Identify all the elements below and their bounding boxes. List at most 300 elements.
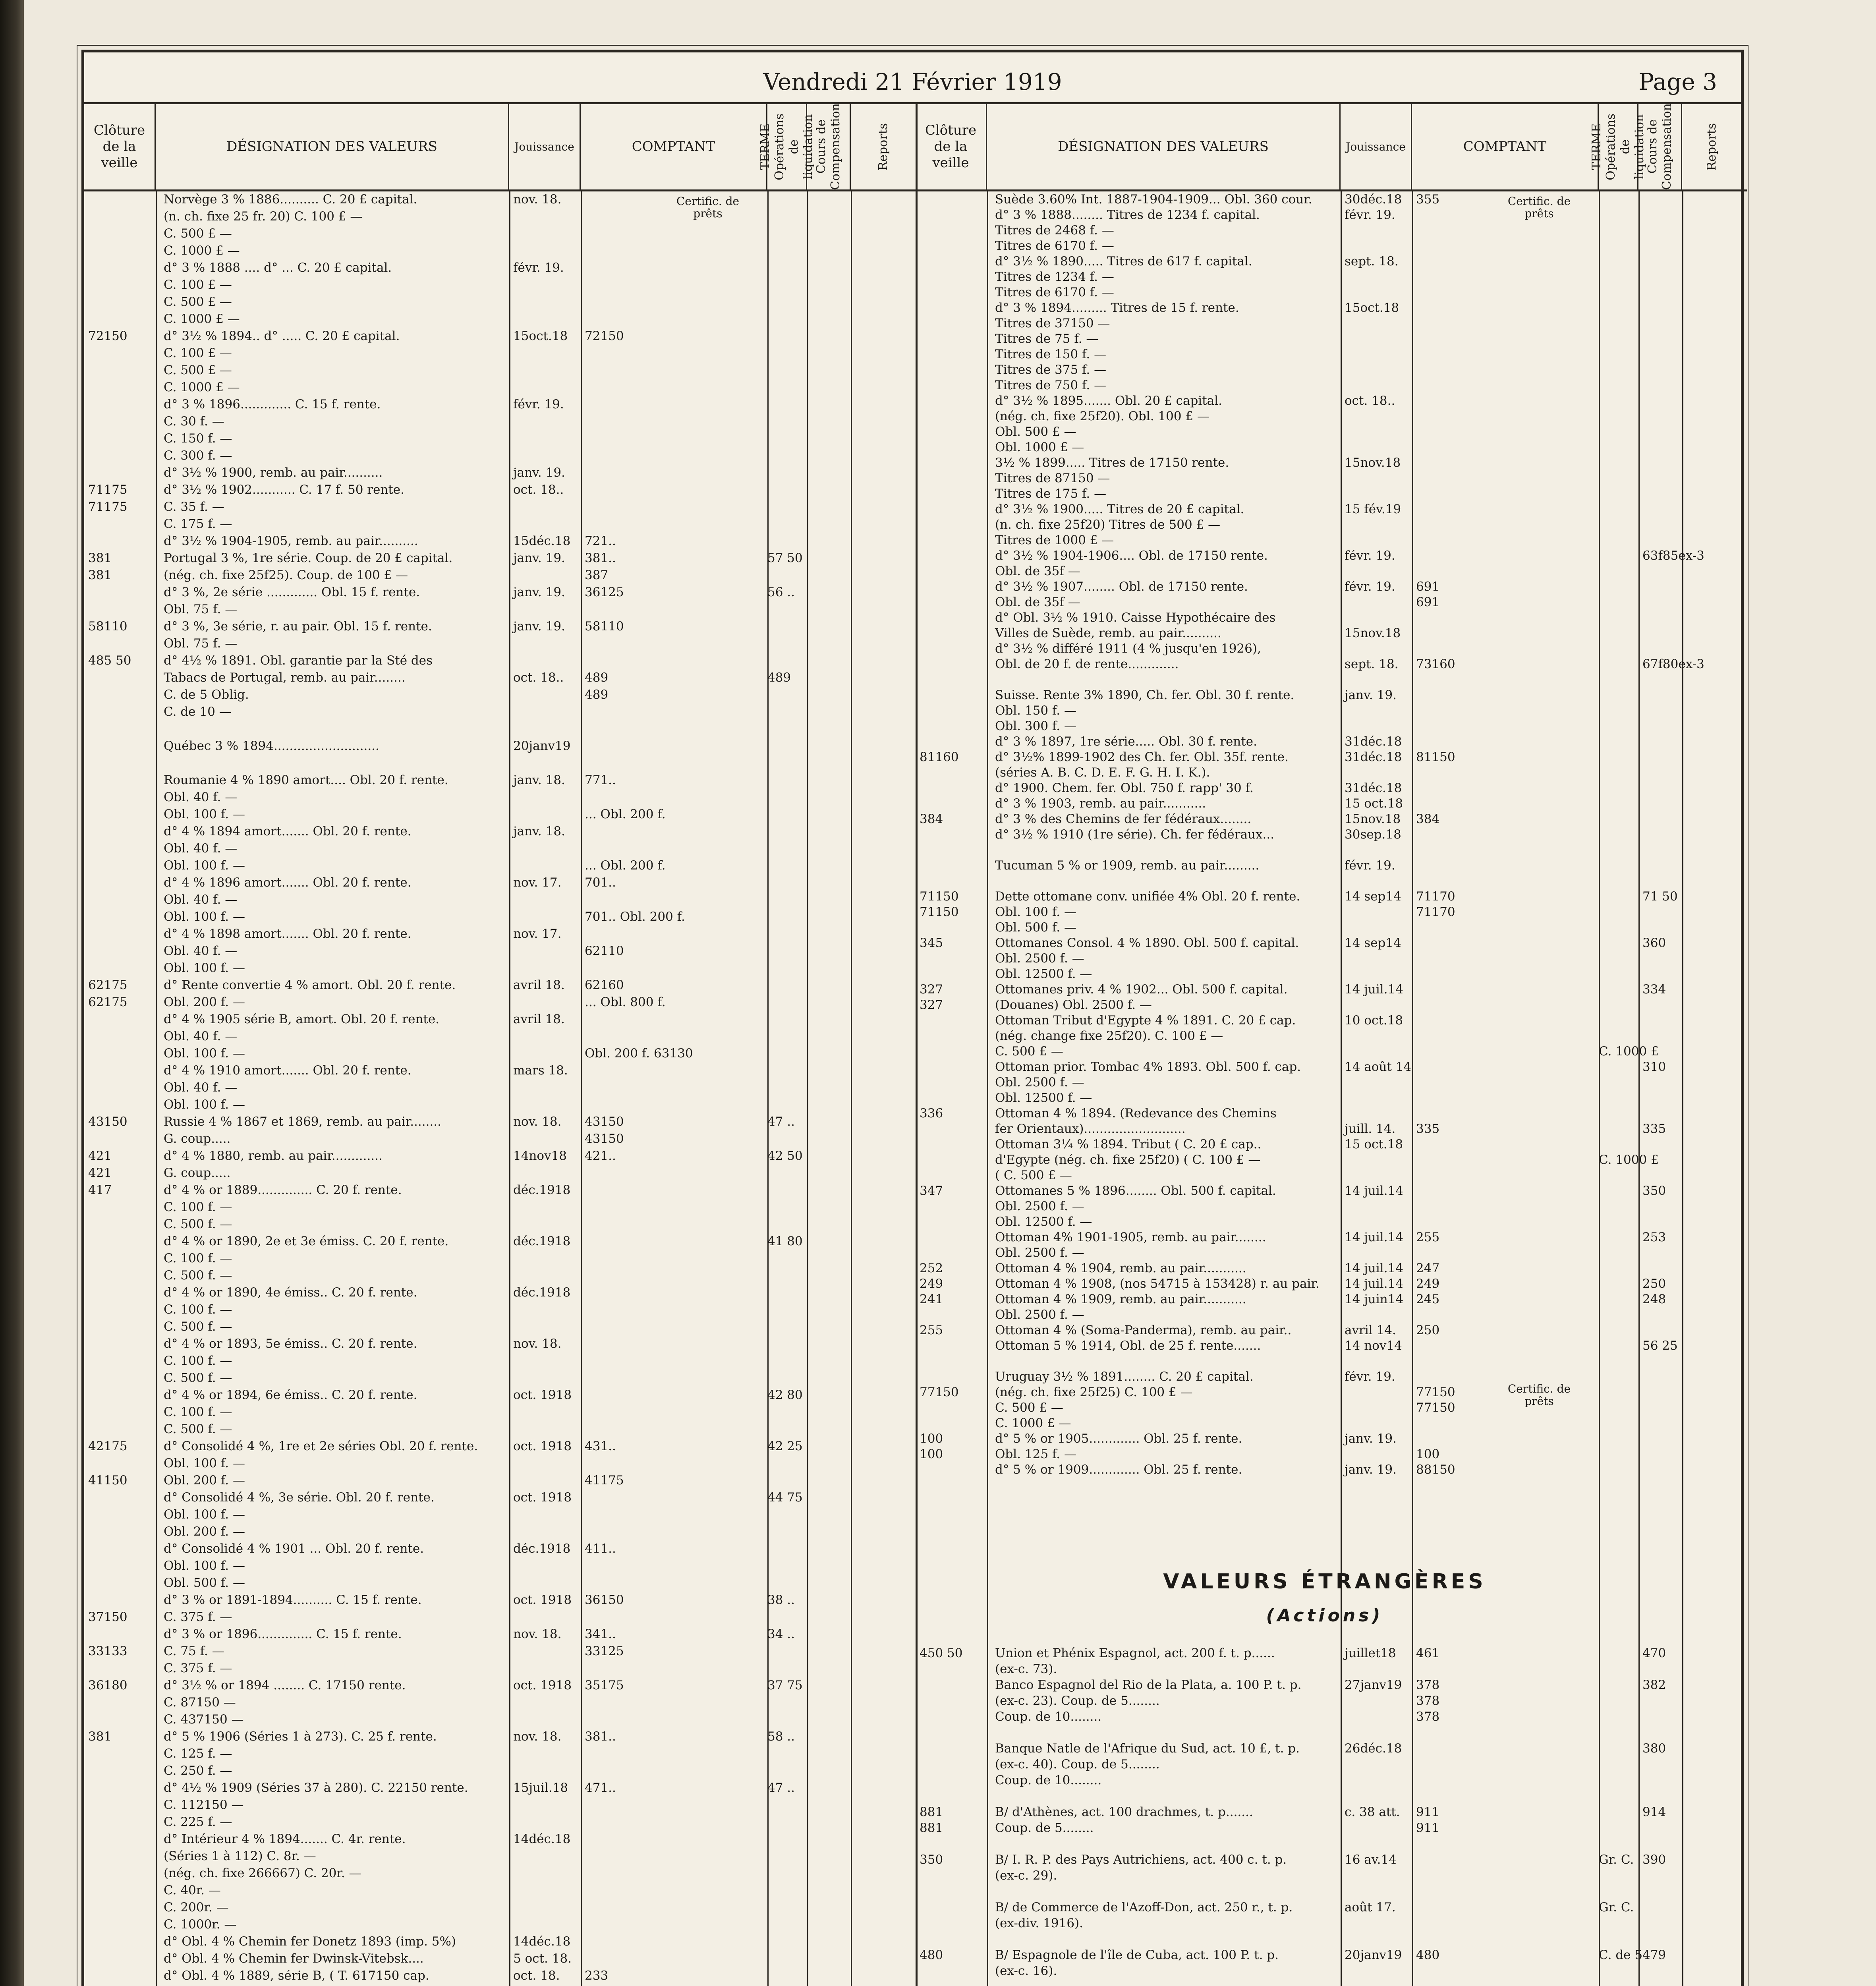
- table-row: [84, 840, 916, 856]
- right-column-headers: [916, 104, 1747, 191]
- cell-d: Ottoman prior. Tombac 4% 1893. Obl. 500 f. cap.: [995, 1060, 1301, 1074]
- table-row: [84, 1114, 916, 1130]
- cell-d: (n. ch. fixe 25 fr. 20) C. 100 £ —: [164, 209, 363, 224]
- cell-d: B/ I. R. P. des Pays Autrichiens, act. 400 c. t. p.: [995, 1853, 1287, 1867]
- cell-d: Obl. 500 f. —: [164, 1576, 245, 1590]
- table-row: [916, 1245, 1747, 1261]
- table-row: [916, 470, 1747, 486]
- table-row: [84, 1882, 916, 1898]
- table-row: [84, 1165, 916, 1181]
- cell-p: 88150: [1416, 1462, 1455, 1477]
- table-row: [84, 1302, 916, 1318]
- table-row: [84, 1370, 916, 1386]
- cell-p: 431..: [585, 1439, 616, 1453]
- table-row: [84, 892, 916, 908]
- cell-d: d° 3 % or 1896.............. C. 15 f. rente.: [164, 1627, 402, 1641]
- table-row: [916, 1446, 1747, 1462]
- cell-d: Titres de 1000 £ —: [995, 533, 1114, 547]
- cell-j: nov. 17.: [513, 875, 562, 890]
- cell-p: 245: [1416, 1292, 1440, 1306]
- cell-p: 233: [585, 1969, 609, 1983]
- cell-c: 881: [920, 1805, 943, 1819]
- cell-j: 10 oct.18: [1345, 1013, 1403, 1028]
- header-cloture-right: Clôture de la veille: [916, 104, 987, 189]
- header-cours-right: Cours de Compensation: [1638, 104, 1682, 189]
- cell-p: 36150: [585, 1593, 624, 1607]
- cell-d: Obl. 2500 f. —: [995, 951, 1084, 966]
- table-row: [916, 1090, 1747, 1106]
- cell-j: 15oct.18: [513, 329, 568, 343]
- table-row: [916, 610, 1747, 626]
- cell-d: (ex-c. 16).: [995, 1964, 1057, 1978]
- cell-d: d° 3½ % 1904-1906.... Obl. de 17150 rente.: [995, 549, 1268, 563]
- table-row: [84, 1182, 916, 1198]
- cell-j: août 17.: [1345, 1900, 1396, 1915]
- table-row: [916, 1709, 1747, 1725]
- table-row: [916, 1291, 1747, 1307]
- cell-d: d° 4 % or 1890, 2e et 3e émiss. C. 20 f. rente.: [164, 1234, 449, 1248]
- table-row: [916, 1353, 1747, 1369]
- cell-d: C. 250 f. —: [164, 1764, 232, 1778]
- table-row: [84, 516, 916, 532]
- cell-c: 71150: [920, 905, 959, 919]
- table-row: [916, 548, 1747, 564]
- cell-p: 691: [1416, 580, 1440, 594]
- cell-d: (ex-c. 73).: [995, 1662, 1057, 1676]
- table-row: [916, 1074, 1747, 1090]
- table-row: [84, 704, 916, 720]
- cell-d: Titres de 175 f. —: [995, 487, 1107, 501]
- cell-p: 35175: [585, 1678, 624, 1692]
- cell-k: 253: [1642, 1230, 1666, 1244]
- cell-d: d° 4 % or 1893, 5e émiss.. C. 20 f. rente.: [164, 1337, 417, 1351]
- cell-j: 31déc.18: [1345, 750, 1402, 764]
- cell-d: Obl. de 35f —: [995, 595, 1080, 609]
- cell-j: janv. 18.: [513, 773, 565, 787]
- cell-t: 56 ..: [767, 585, 795, 599]
- cell-d: C. 30 f. —: [164, 414, 224, 429]
- cell-k: 470: [1642, 1646, 1666, 1660]
- table-row: [916, 1915, 1747, 1931]
- table-row: [84, 191, 916, 207]
- cell-d: Obl. 40 f. —: [164, 893, 238, 907]
- table-row: [916, 997, 1747, 1013]
- cell-c: 37150: [88, 1610, 128, 1624]
- table-row: [916, 1121, 1747, 1137]
- table-row: [84, 994, 916, 1010]
- cell-c: 42175: [88, 1439, 128, 1453]
- table-row: [916, 1012, 1747, 1028]
- table-row: [84, 1353, 916, 1369]
- table-row: [916, 269, 1747, 285]
- cell-d: d° 3 % 1888 .... d° ... C. 20 £ capital.: [164, 261, 392, 275]
- cell-d: C. 200r. —: [164, 1900, 229, 1915]
- cell-c: 421: [88, 1166, 112, 1180]
- table-row: [84, 687, 916, 703]
- cell-p: 73160: [1416, 657, 1455, 671]
- table-row: [84, 670, 916, 686]
- cell-j: 15déc.18: [513, 534, 571, 548]
- certif-note: Certific. de prêts: [676, 195, 740, 220]
- cell-d: C. 175 f. —: [164, 517, 232, 531]
- cell-d: Ottomanes priv. 4 % 1902... Obl. 500 f. capital.: [995, 982, 1288, 997]
- cell-d: (ex-c. 29).: [995, 1868, 1057, 1883]
- cell-d: C. 87150 —: [164, 1695, 236, 1710]
- cell-p: 489: [585, 688, 609, 702]
- table-row: [84, 1438, 916, 1454]
- cell-c: 384: [920, 812, 943, 826]
- cell-k: 310: [1642, 1060, 1666, 1074]
- cell-c: 71175: [88, 483, 128, 497]
- cell-c: 41150: [88, 1473, 128, 1488]
- cell-d: Obl. 500 £ —: [995, 425, 1076, 439]
- cell-j: janv. 19.: [513, 551, 565, 565]
- header-designation: DÉSIGNATION DES VALEURS: [156, 104, 509, 189]
- cell-j: 15 fév.19: [1345, 502, 1401, 516]
- table-row: [916, 718, 1747, 734]
- table-row: [84, 636, 916, 651]
- cell-p: 250: [1416, 1323, 1440, 1337]
- cell-j: oct. 18..: [513, 670, 564, 685]
- table-row: [916, 300, 1747, 316]
- cell-d: Obl. 12500 f. —: [995, 1215, 1092, 1229]
- cell-d: d° 3½ % 1890..... Titres de 617 f. capital.: [995, 254, 1252, 269]
- cell-j: oct. 1918: [513, 1593, 572, 1607]
- cell-p: 62160: [585, 978, 624, 992]
- cell-j: 15 oct.18: [1345, 1137, 1403, 1151]
- table-row: [84, 1421, 916, 1437]
- table-row: [916, 1322, 1747, 1338]
- cell-p: 378: [1416, 1710, 1440, 1724]
- table-row: [84, 1677, 916, 1693]
- cell-j: févr. 19.: [1345, 208, 1395, 222]
- cell-t: 41 80: [767, 1234, 803, 1248]
- certif-note-uruguay: Certific. de prêts: [1507, 1382, 1571, 1408]
- table-row: [916, 1214, 1747, 1230]
- cell-d: B/ Espagnole de l'île de Cuba, act. 100 P. t. p.: [995, 1948, 1279, 1962]
- table-row: [84, 1951, 916, 1967]
- cell-d: d° 3½ % 1900..... Titres de 20 £ capital.: [995, 502, 1244, 516]
- cell-j: 16 av.14: [1345, 1853, 1397, 1867]
- cell-c: 71150: [920, 889, 959, 904]
- cell-j: avril 18.: [513, 1012, 565, 1026]
- header-designation-right: DÉSIGNATION DES VALEURS: [987, 104, 1341, 189]
- cell-t: 42 50: [767, 1149, 803, 1163]
- cell-d: Obl. 12500 f. —: [995, 967, 1092, 981]
- table-row: [84, 618, 916, 634]
- table-row: [916, 672, 1747, 688]
- cell-d: Obl. 200 f. —: [164, 995, 245, 1009]
- left-table: [84, 104, 918, 1986]
- table-row: [916, 1136, 1747, 1152]
- cell-d: d° 3½ % or 1894 ........ C. 17150 rente.: [164, 1678, 406, 1692]
- cell-c: 58110: [88, 619, 128, 634]
- cell-d: fer Orientaux)..........................: [995, 1122, 1186, 1136]
- cell-d: C. 100 f. —: [164, 1200, 232, 1214]
- table-row: [84, 653, 916, 668]
- table-row: [84, 909, 916, 925]
- book-binding: [0, 0, 24, 1986]
- table-row: [916, 1852, 1747, 1868]
- cell-c: 327: [920, 998, 943, 1012]
- table-row: [84, 396, 916, 412]
- table-row: [916, 1043, 1747, 1059]
- table-row: [84, 311, 916, 327]
- table-row: [84, 1558, 916, 1574]
- cell-p: 71170: [1416, 905, 1455, 919]
- cell-d: C. 500 f. —: [164, 1217, 232, 1231]
- cell-j: 15nov.18: [1345, 626, 1401, 640]
- cell-d: d° 4½ % 1891. Obl. garantie par la Sté des: [164, 653, 433, 668]
- cell-p: 249: [1416, 1277, 1440, 1291]
- cell-j: 31déc.18: [1345, 781, 1402, 795]
- cell-c: 252: [920, 1261, 943, 1275]
- cell-d: C. 375 f. —: [164, 1661, 232, 1675]
- cell-d: C. 150 f. —: [164, 431, 232, 446]
- table-row: [84, 1643, 916, 1659]
- cell-d: d° 3 % 1888........ Titres de 1234 f. capital.: [995, 208, 1260, 222]
- table-row: [84, 1609, 916, 1625]
- cell-d: Obl. 40 f. —: [164, 790, 238, 804]
- table-row: [916, 1400, 1747, 1416]
- cell-j: 15oct.18: [1345, 301, 1399, 315]
- table-row: [916, 501, 1747, 517]
- table-row: [916, 284, 1747, 300]
- table-row: [916, 920, 1747, 935]
- cell-j: déc.1918: [513, 1285, 571, 1300]
- table-row: [916, 1198, 1747, 1214]
- table-row: [916, 315, 1747, 331]
- cell-d: G. coup.....: [164, 1132, 231, 1146]
- table-row: [916, 827, 1747, 842]
- cell-k: 390: [1642, 1853, 1666, 1867]
- table-row: [84, 260, 916, 276]
- table-row: [84, 755, 916, 771]
- table-row: [84, 379, 916, 395]
- table-row: [84, 1660, 916, 1676]
- table-row: [84, 1746, 916, 1762]
- cell-p: 381..: [585, 1729, 616, 1744]
- cell-p: 355: [1416, 192, 1440, 207]
- table-row: [84, 567, 916, 583]
- cell-c: 381: [88, 551, 112, 565]
- table-row: [84, 1575, 916, 1591]
- table-row: [916, 1693, 1747, 1709]
- header-jouissance-right: Jouissance: [1341, 104, 1412, 189]
- cell-d: Obl. de 35f —: [995, 564, 1080, 578]
- table-row: [916, 563, 1747, 579]
- cell-p: 471..: [585, 1781, 616, 1795]
- cell-d: Obl. 75 f. —: [164, 602, 238, 616]
- table-row: [84, 1011, 916, 1027]
- cell-p: 701.. Obl. 200 f.: [585, 910, 685, 924]
- cell-p: 381..: [585, 551, 616, 565]
- table-row: [916, 873, 1747, 889]
- cell-j: 14nov18: [513, 1149, 567, 1163]
- cell-j: déc.1918: [513, 1542, 571, 1556]
- page-header: [84, 52, 1741, 104]
- table-row: [84, 1694, 916, 1710]
- cell-j: juill. 14.: [1345, 1122, 1396, 1136]
- table-row: [916, 765, 1747, 780]
- cell-d: Titres de 37150 —: [995, 316, 1110, 330]
- table-row: [916, 1431, 1747, 1447]
- cell-j: nov. 18.: [513, 1337, 562, 1351]
- cell-d: d° 4 % 1894 amort....... Obl. 20 f. rente.: [164, 824, 412, 838]
- cell-d: Ottoman 5 % 1914, Obl. de 25 f. rente.......: [995, 1339, 1261, 1353]
- cell-k: 380: [1642, 1741, 1666, 1756]
- cell-d: Obl. 100 f. —: [164, 961, 245, 975]
- cell-j: nov. 18.: [513, 1729, 562, 1744]
- cell-d: C. 500 £ —: [164, 363, 232, 377]
- table-row: [916, 1661, 1747, 1677]
- table-row: [916, 935, 1747, 951]
- cell-d: d° 1900. Chem. fer. Obl. 750 f. rapp' 30 f.: [995, 781, 1254, 795]
- cell-d: B/ de Commerce de l'Azoff-Don, act. 250 r., t. p.: [995, 1900, 1293, 1915]
- cell-d: 3½ % 1899..... Titres de 17150 rente.: [995, 456, 1229, 470]
- cell-d: d° 3½ % différé 1911 (4 % jusqu'en 1926),: [995, 641, 1261, 656]
- cell-d: Titres de 150 f. —: [995, 347, 1107, 361]
- table-row: [84, 1763, 916, 1779]
- cell-d: C. de 5 Oblig.: [164, 688, 249, 702]
- cell-j: 14 juil.14: [1345, 982, 1404, 997]
- table-row: [916, 331, 1747, 347]
- cell-d: Coup. de 5........: [995, 1821, 1094, 1835]
- cell-d: Titres de 750 f. —: [995, 378, 1107, 392]
- cell-j: 30sep.18: [1345, 827, 1401, 842]
- cell-k: 56 25: [1642, 1339, 1678, 1353]
- cell-t: 47 ..: [767, 1781, 795, 1795]
- cell-d: d° 3 % 1897, 1re série..... Obl. 30 f. rente.: [995, 734, 1257, 749]
- cell-d: C. 500 f. —: [164, 1371, 232, 1385]
- cell-d: d° 5 % 1906 (Séries 1 à 273). C. 25 f. rente.: [164, 1729, 437, 1744]
- cell-d: d° 4 % 1896 amort....... Obl. 20 f. rente.: [164, 875, 412, 890]
- cell-d: Ottomanes Consol. 4 % 1890. Obl. 500 f. capital.: [995, 936, 1299, 950]
- cell-c: 33133: [88, 1644, 128, 1658]
- cell-t: 34 ..: [767, 1627, 795, 1641]
- cell-d: d° 3½ % 1902........... C. 17 f. 50 rente.: [164, 483, 405, 497]
- table-row: [916, 393, 1747, 409]
- cell-j: janv. 19.: [513, 585, 565, 599]
- table-row: [916, 889, 1747, 904]
- cell-k: 350: [1642, 1184, 1666, 1198]
- table-row: [916, 408, 1747, 424]
- cell-k: 479: [1642, 1948, 1666, 1962]
- cell-j: févr. 19.: [1345, 549, 1395, 563]
- cell-d: Ottoman Tribut d'Egypte 4 % 1891. C. 20 £ cap.: [995, 1013, 1296, 1028]
- table-row: [916, 1931, 1747, 1947]
- table-row: [916, 238, 1747, 254]
- table-row: [916, 780, 1747, 796]
- cell-t: C. de 5: [1599, 1948, 1643, 1962]
- cell-d: d° 4 % 1898 amort....... Obl. 20 f. rente.: [164, 927, 412, 941]
- cell-t: 57 50: [767, 551, 803, 565]
- cell-d: Obl. 100 f. —: [164, 858, 245, 873]
- cell-j: 15nov.18: [1345, 456, 1401, 470]
- section-subtitle: (Actions): [1266, 1605, 1383, 1626]
- table-row: [916, 1979, 1747, 1986]
- cell-d: Obl. 2500 f. —: [995, 1246, 1084, 1260]
- cell-j: mars 18.: [513, 1063, 568, 1078]
- table-row: [84, 1831, 916, 1847]
- cell-c: 62175: [88, 978, 128, 992]
- table-row: [916, 1167, 1747, 1183]
- cell-p: 378: [1416, 1694, 1440, 1708]
- table-row: [916, 1462, 1747, 1478]
- cell-c: 350: [920, 1853, 943, 1867]
- cell-j: oct. 1918: [513, 1678, 572, 1692]
- cell-j: 27janv19: [1345, 1678, 1402, 1692]
- table-row: [916, 486, 1747, 502]
- cell-t: Gr. C.: [1599, 1900, 1634, 1915]
- cell-k: 335: [1642, 1122, 1666, 1136]
- cell-d: Banco Espagnol del Rio de la Plata, a. 100 P. t. p.: [995, 1678, 1302, 1692]
- cell-p: 58110: [585, 619, 624, 634]
- cell-j: 14 août 14: [1345, 1060, 1412, 1074]
- cell-d: d° 3½ % 1910 (1re série). Ch. fer fédéraux...: [995, 827, 1275, 842]
- table-row: [916, 1677, 1747, 1693]
- cell-d: Obl. 100 f. —: [164, 807, 245, 821]
- table-row: [916, 749, 1747, 765]
- cell-d: C. 100 £ —: [164, 278, 232, 292]
- table-row: [916, 579, 1747, 595]
- cell-d: C. 500 f. —: [164, 1268, 232, 1283]
- cell-d: ( C. 500 £ —: [995, 1168, 1072, 1182]
- table-row: [84, 1848, 916, 1864]
- table-row: [84, 721, 916, 737]
- table-row: [916, 1028, 1747, 1044]
- cell-d: Coup. de 10........: [995, 1710, 1102, 1724]
- table-row: [916, 1772, 1747, 1788]
- cell-j: oct. 18..: [1345, 394, 1395, 408]
- cell-d: d° 4½ % 1909 (Séries 37 à 280). C. 22150 rente.: [164, 1781, 468, 1795]
- cell-c: 241: [920, 1292, 943, 1306]
- cell-p: 33125: [585, 1644, 624, 1658]
- cell-t: 37 75: [767, 1678, 803, 1692]
- table-row: [84, 1387, 916, 1403]
- left-column-headers: [84, 104, 916, 191]
- cell-j: 15 oct.18: [1345, 796, 1403, 811]
- cell-d: Tucuman 5 % or 1909, remb. au pair.........: [995, 858, 1260, 873]
- table-row: [84, 960, 916, 976]
- cell-d: Titres de 6170 f. —: [995, 239, 1114, 253]
- cell-j: nov. 17.: [513, 927, 562, 941]
- table-row: [84, 1148, 916, 1164]
- cell-p: 411..: [585, 1542, 616, 1556]
- cell-p: 387: [585, 568, 609, 582]
- table-row: [84, 533, 916, 549]
- cell-d: (nég. change fixe 25f20). C. 100 £ —: [995, 1029, 1223, 1043]
- newspaper-page: [81, 50, 1744, 1986]
- cell-d: Obl. 40 f. —: [164, 944, 238, 958]
- cell-d: d° 4 % 1910 amort....... Obl. 20 f. rente.: [164, 1063, 412, 1078]
- table-row: [916, 1645, 1747, 1661]
- table-row: [84, 1934, 916, 1949]
- cell-d: (Séries 1 à 112) C. 8r. —: [164, 1849, 316, 1863]
- cell-d: Obl. 12500 f. —: [995, 1091, 1092, 1105]
- cell-d: C. 1000r. —: [164, 1917, 237, 1932]
- table-row: [84, 499, 916, 515]
- cell-c: 327: [920, 982, 943, 997]
- page-date: Vendredi 21 Février 1919: [763, 68, 1062, 95]
- cell-d: d° 3½ % 1904-1905, remb. au pair..........: [164, 534, 418, 548]
- cell-d: d° Consolidé 4 %, 1re et 2e séries Obl. 20 f. rente.: [164, 1439, 478, 1453]
- cell-d: d° 3 % des Chemins de fer fédéraux........: [995, 812, 1252, 826]
- cell-t: 38 ..: [767, 1593, 795, 1607]
- table-row: [916, 594, 1747, 610]
- table-row: [84, 1045, 916, 1061]
- cell-c: 347: [920, 1184, 943, 1198]
